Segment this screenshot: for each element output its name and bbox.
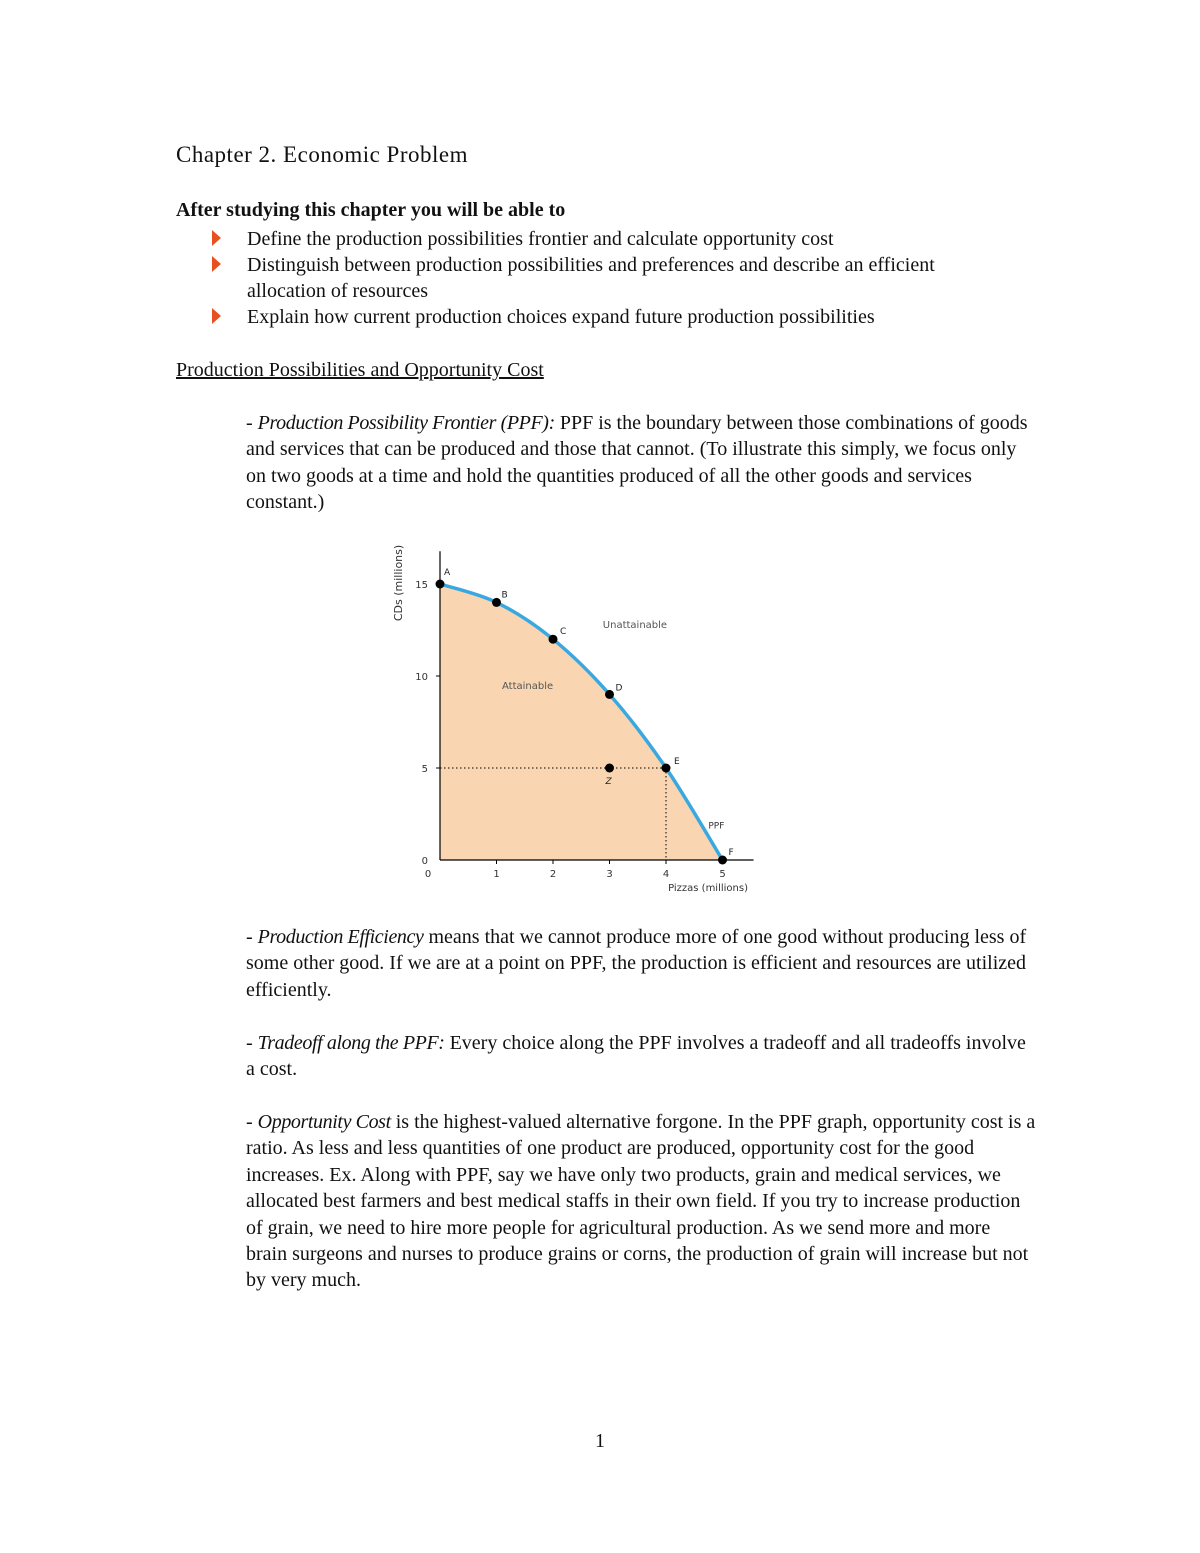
page-number: 1 (595, 1430, 605, 1452)
interior-point-z (605, 764, 614, 773)
x-tick-label: 0 (424, 869, 432, 880)
triangle-bullet-icon (212, 308, 221, 324)
unattainable-label: Unattainable (602, 620, 668, 632)
objective-item (212, 226, 1012, 252)
ppf-definition-text: PPF is the boundary between those combinations of goods and services that can be produced and those that cannot. (To illustrate this simply, we focus only on two goods at a time and hold the quantities produced of all the other goods and services constant.) (246, 412, 1028, 514)
opportunity-cost-paragraph (246, 1109, 1036, 1294)
tradeoff-text: Every choice along the PPF involves a tradeoff and all tradeoffs involve a cost. (246, 1032, 1026, 1081)
y-tick-label: 15 (415, 580, 428, 591)
objectives-list (212, 226, 1012, 330)
ppf-point-f (718, 856, 727, 865)
objective-item (212, 252, 1012, 304)
triangle-bullet-icon (212, 230, 221, 246)
section-heading: Production Possibilities and Opportunity Cost (176, 359, 544, 381)
dash-prefix: - (246, 926, 258, 948)
y-tick-label: 5 (421, 764, 428, 775)
tradeoff-paragraph (246, 1030, 1036, 1083)
x-axis-label: Pizzas (millions) (668, 883, 748, 894)
ppf-curve-label: PPF (708, 821, 725, 832)
ppf-definition-paragraph (246, 410, 1036, 516)
y-tick-label: 10 (415, 672, 428, 683)
efficiency-text: means that we cannot produce more of one good without producing less of some other good. If we are at a point on PPF, the production is efficient and resources are utilized efficiently. (246, 926, 1027, 1001)
y-tick-label: 0 (421, 856, 428, 867)
x-tick-label: 5 (719, 869, 726, 880)
objective-item (212, 304, 1012, 330)
y-axis-label: CDs (millions) (392, 544, 405, 622)
opportunity-cost-text: is the highest-valued alternative forgone. In the PPF graph, opportunity cost is a ratio. As less and less quantities of one product are produced, opportunity cost for the good increases. Ex. Along with PPF, say we have only two products, grain and medical services, we allocated best farmers and best medical staffs in their own field. If you try to increase production of grain, we need to hire more people for agricultural production. As we send more and more brain surgeons and nurses to produce grains or corns, the production of grain will increase but not by very much. (246, 1111, 1036, 1292)
attainable-label: Attainable (501, 680, 554, 692)
x-tick-label: 4 (662, 869, 670, 880)
term-efficiency: Production Efficiency (257, 926, 424, 948)
point-label-e: E (674, 757, 680, 767)
ppf-point-c (549, 635, 558, 644)
dash-prefix: - (246, 412, 258, 434)
efficiency-paragraph (246, 924, 1036, 1003)
x-tick-label: 2 (549, 869, 557, 880)
x-tick-label: 3 (606, 869, 613, 880)
point-label-z: Z (605, 777, 612, 787)
dash-prefix: - (246, 1032, 258, 1054)
chapter-title: Chapter 2. Economic Problem (176, 142, 468, 167)
ppf-point-e (662, 764, 671, 773)
objectives-intro: After studying this chapter you will be able to (176, 199, 566, 221)
dash-prefix: - (246, 1111, 258, 1133)
objective-text: Define the production possibilities frontier and calculate opportunity cost (247, 228, 834, 250)
attainable-area (440, 584, 723, 860)
point-label-c: C (560, 627, 567, 638)
point-label-a: A (444, 568, 451, 578)
term-tradeoff: Tradeoff along the PPF: (257, 1032, 445, 1054)
objective-text: Explain how current production choices expand future production possibilities (247, 306, 875, 328)
x-tick-label: 1 (493, 869, 500, 880)
term-opportunity-cost: Opportunity Cost (257, 1111, 391, 1133)
triangle-bullet-icon (212, 256, 221, 272)
objective-text: Distinguish between production possibilities and preferences and describe an efficient allocation of resources (247, 254, 935, 302)
x-ticks (425, 860, 726, 880)
ppf-point-b (492, 598, 501, 607)
point-label-f: F (728, 848, 734, 858)
ppf-point-d (605, 690, 614, 699)
point-label-d: D (615, 683, 623, 694)
y-ticks (415, 580, 440, 867)
ppf-point-a (436, 580, 445, 589)
term-ppf: Production Possibility Frontier (PPF): (257, 412, 555, 434)
ppf-chart (380, 535, 760, 900)
point-label-b: B (501, 590, 508, 601)
